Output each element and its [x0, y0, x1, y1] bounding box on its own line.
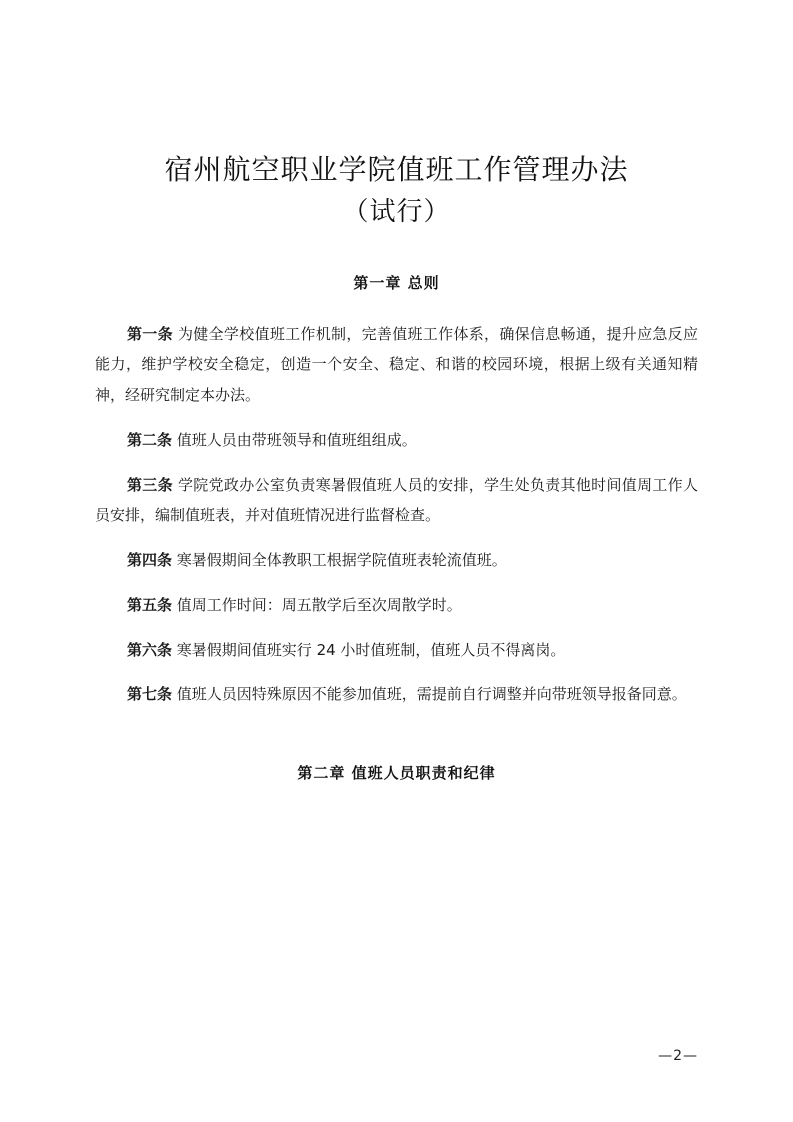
article-item: [95, 590, 698, 621]
article-item: [95, 635, 698, 666]
article-text: 值班人员因特殊原因不能参加值班，需提前自行调整并向带班领导报备同意。: [176, 685, 687, 704]
chapter-two-heading: 第二章 值班人员职责和纪律: [297, 764, 496, 783]
article-item: [95, 679, 698, 710]
article-text: 学院党政办公室负责寒暑假值班人员的安排，学生处负责其他时间值周工作人员安排，编制值班表，并对值班情况进行监督检查。: [95, 475, 698, 525]
chapter-one-heading: 第一章 总则: [353, 273, 440, 292]
page-number: —2—: [658, 1048, 698, 1064]
article-item: [95, 425, 698, 456]
article-text: 值班人员由带班领导和值班组组成。: [176, 430, 417, 449]
article-label: 第二条: [127, 430, 173, 449]
article-label: 第六条: [127, 640, 173, 659]
article-label: 第七条: [127, 685, 173, 704]
page-subtitle: （试行）: [342, 196, 451, 227]
article-text: 寒暑假期间全体教职工根据学院值班表轮流值班。: [176, 551, 507, 570]
article-text: 寒暑假期间值班实行 24 小时值班制，值班人员不得离岗。: [176, 640, 566, 659]
article-label: 第一条: [127, 324, 173, 343]
article-label: 第四条: [127, 551, 173, 570]
article-label: 第三条: [127, 475, 173, 494]
article-text: 为健全学校值班工作机制，完善值班工作体系，确保信息畅通，提升应急反应能力，维护学校安全稳定，创造一个安全、稳定、和谐的校园环境，根据上级有关通知精神，经研究制定本办法。: [95, 324, 698, 405]
article-item: [95, 545, 698, 576]
article-item: [95, 319, 698, 411]
article-text: 值周工作时间：周五散学后至次周散学时。: [176, 595, 462, 614]
page-title: 宿州航空职业学院值班工作管理办法: [164, 153, 629, 186]
article-item: [95, 470, 698, 532]
article-label: 第五条: [127, 595, 173, 614]
